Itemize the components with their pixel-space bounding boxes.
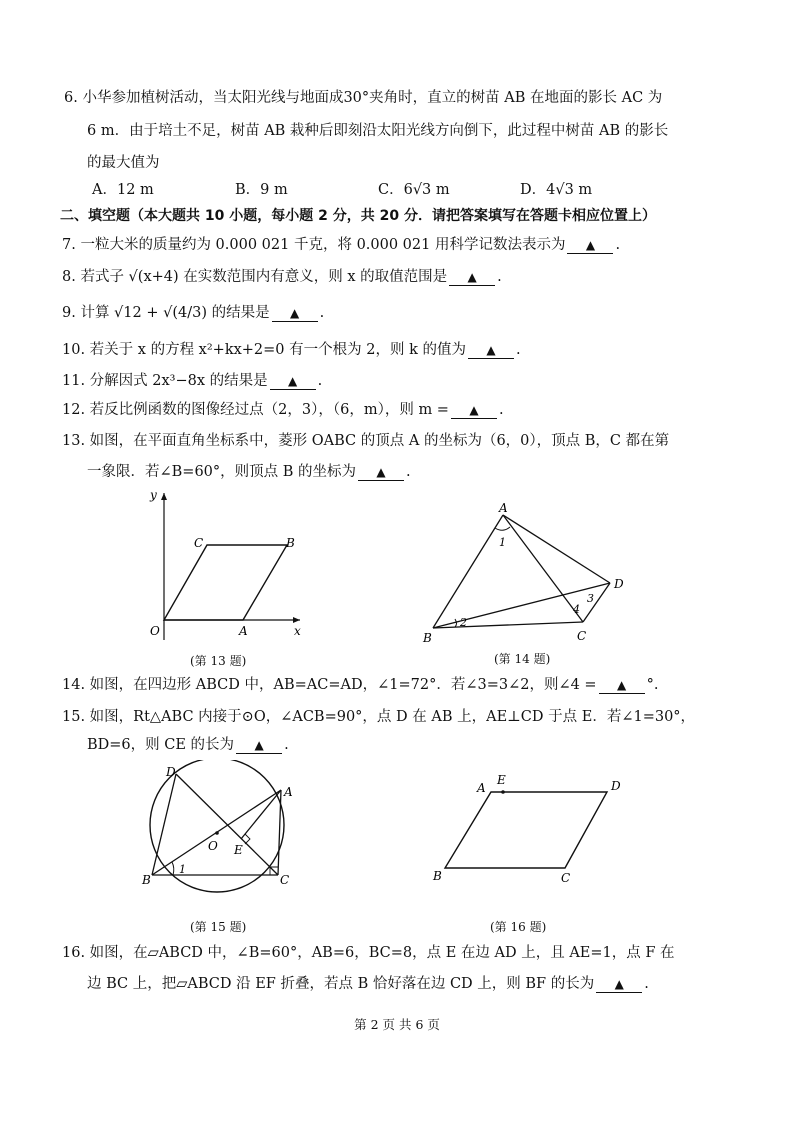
q8-text: 8. 若式子 √(x+4) 在实数范围内有意义，则 x 的取值范围是 <box>62 269 448 285</box>
question-16-line2 <box>87 974 649 994</box>
angle-label-1: 1 <box>179 863 186 876</box>
q8-period: . <box>497 269 502 285</box>
angle-label-1: 1 <box>499 536 506 549</box>
label-c: C <box>194 536 204 550</box>
segment-ae <box>241 790 281 839</box>
q11-period: . <box>317 373 323 389</box>
q6-option-d: D．4√3 m <box>520 182 593 198</box>
parallelogram-abcd <box>445 792 607 868</box>
angle-1-arc <box>495 527 510 530</box>
angle-label-3: 3 <box>587 592 594 605</box>
question-9 <box>62 303 324 323</box>
circle-o <box>150 760 284 892</box>
q7-text: 7. 一粒大米的质量约为 0.000 021 千克，将 0.000 021 用科学记数法表示为 <box>62 237 566 253</box>
figure-14-caption: (第 14 题) <box>494 652 551 666</box>
answer-blank: ▲ <box>451 402 497 419</box>
q14-text: 14. 如图，在四边形 ABCD 中，AB=AC=AD，∠1=72°．若∠3=3∠2，则∠4 = <box>62 677 597 693</box>
figure-13-caption: (第 13 题) <box>190 654 247 668</box>
q6-line3: 的最大值为 <box>87 155 160 171</box>
q13-text: 一象限．若∠B=60°，则顶点 B 的坐标为 <box>87 464 357 480</box>
q16-line1: 16. 如图，在▱ABCD 中，∠B=60°，AB=6，BC=8，点 E 在边 AD 上，且 AE=1，点 F 在 <box>62 945 675 961</box>
label-b: B <box>433 869 442 883</box>
segment-ab <box>433 515 503 628</box>
section-heading-fill-in: 二、填空题（本大题共 10 小题，每小题 2 分，共 20 分．请把答案填写在答题卡相应位置上） <box>60 208 656 224</box>
label-y: y <box>150 488 157 502</box>
q9-period: . <box>319 305 325 321</box>
answer-blank: ▲ <box>599 677 645 694</box>
q15-text: BD=6，则 CE 的长为 <box>87 737 235 753</box>
segment-cd <box>176 774 278 875</box>
q7-period: . <box>615 237 621 253</box>
answer-blank: ▲ <box>449 269 495 286</box>
label-a: A <box>239 624 248 638</box>
label-b: B <box>423 631 432 645</box>
question-7 <box>62 235 620 255</box>
q6-line2: 6 m．由于培土不足，树苗 AB 栽种后即刻沿太阳光线方向倒下，此过程中树苗 AB 的影长 <box>87 123 669 139</box>
label-c: C <box>561 871 571 885</box>
label-d: D <box>614 577 624 591</box>
question-10 <box>62 340 521 360</box>
q10-period: . <box>515 342 521 358</box>
label-a: A <box>499 501 508 515</box>
q9-text: 9. 计算 √12 + √(4/3) 的结果是 <box>62 305 270 321</box>
figure-16-caption: (第 16 题) <box>490 920 547 934</box>
label-d: D <box>166 765 176 779</box>
x-axis-arrow <box>293 617 300 623</box>
label-b: B <box>142 873 151 887</box>
question-11 <box>62 371 322 391</box>
figure-15-caption: (第 15 题) <box>190 920 247 934</box>
angle-label-4: 4 <box>573 603 580 616</box>
label-e: E <box>234 843 243 857</box>
answer-blank: ▲ <box>358 464 404 481</box>
q16-period: . <box>644 976 649 992</box>
q16-text: 边 BC 上，把▱ABCD 沿 EF 折叠，若点 B 恰好落在边 CD 上，则 BF 的长为 <box>87 976 595 992</box>
segment-bd <box>152 774 176 875</box>
q15-line1: 15. 如图，Rt△ABC 内接于⊙O，∠ACB=90°，点 D 在 AB 上，AE⊥CD 于点 E．若∠1=30°， <box>62 709 696 725</box>
label-d: D <box>611 779 621 793</box>
center-point-o <box>215 831 219 835</box>
figure-16-parallelogram-diagram <box>425 770 635 885</box>
angle-label-2: 2 <box>460 616 467 629</box>
answer-blank: ▲ <box>270 373 316 390</box>
label-x: x <box>294 624 301 638</box>
label-a: A <box>477 781 486 795</box>
label-c: C <box>577 629 587 643</box>
answer-blank: ▲ <box>272 305 318 322</box>
answer-blank: ▲ <box>236 737 282 754</box>
figure-13-rhombus-diagram <box>140 485 310 645</box>
page-footer: 第 2 页 共 6 页 <box>354 1017 440 1032</box>
label-o: O <box>150 624 160 638</box>
q6-option-c: C．6√3 m <box>378 182 450 198</box>
q14-unit: °. <box>646 677 659 693</box>
angle-1-arc <box>172 862 174 875</box>
label-e: E <box>497 773 506 787</box>
q6-option-a: A．12 m <box>92 182 154 198</box>
q12-period: . <box>498 402 504 418</box>
q15-period: . <box>284 737 289 753</box>
label-c: C <box>280 873 290 887</box>
q11-text: 11. 分解因式 2x³−8x 的结果是 <box>62 373 268 389</box>
q13-line1: 13. 如图，在平面直角坐标系中，菱形 OABC 的顶点 A 的坐标为（6，0），顶点 B，C 都在第 <box>62 433 670 449</box>
label-a: A <box>284 785 293 799</box>
point-e <box>501 790 505 794</box>
question-15-line2 <box>87 735 289 755</box>
rhombus-oabc <box>164 545 287 620</box>
q13-period: . <box>406 464 411 480</box>
question-8 <box>62 267 502 287</box>
question-14 <box>62 675 658 695</box>
segment-ad <box>503 515 610 583</box>
segment-ac <box>503 515 583 622</box>
label-b: B <box>286 536 295 550</box>
answer-blank: ▲ <box>468 342 514 359</box>
answer-blank: ▲ <box>567 237 613 254</box>
figure-14-quadrilateral-diagram <box>415 500 630 650</box>
question-12 <box>62 400 504 420</box>
label-o: O <box>208 839 218 853</box>
q12-text: 12. 若反比例函数的图像经过点（2，3），（6，m），则 m = <box>62 402 449 418</box>
figure-15-circle-diagram <box>140 760 300 895</box>
answer-blank: ▲ <box>596 976 642 993</box>
q6-option-b: B．9 m <box>235 182 288 198</box>
y-axis-arrow <box>161 493 167 500</box>
q6-line1: 6. 小华参加植树活动，当太阳光线与地面成30°夹角时，直立的树苗 AB 在地面的影长 AC 为 <box>64 90 663 106</box>
question-13-line2 <box>87 462 411 482</box>
q10-text: 10. 若关于 x 的方程 x²+kx+2=0 有一个根为 2，则 k 的值为 <box>62 342 466 358</box>
